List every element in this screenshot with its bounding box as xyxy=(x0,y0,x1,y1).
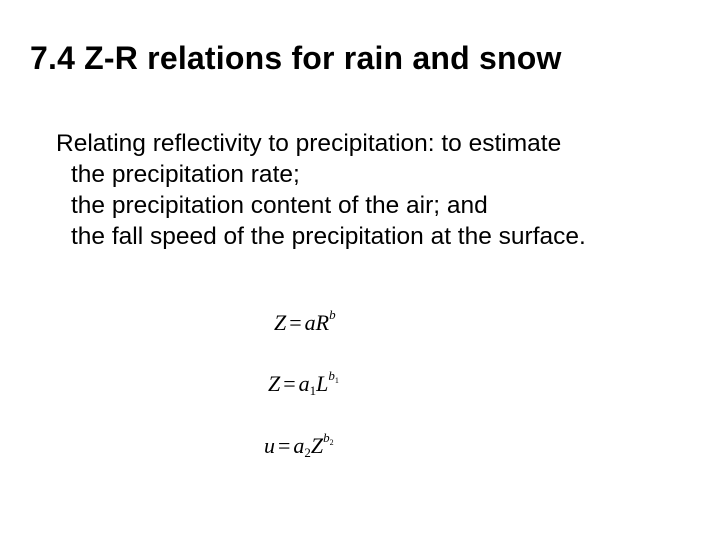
eq-exp: b xyxy=(323,430,330,445)
eq-lhs: u xyxy=(264,433,275,458)
body-item-precip-rate: the precipitation rate; xyxy=(71,161,300,188)
eq-var: L xyxy=(316,371,329,396)
eq-coef-sub: 2 xyxy=(304,445,311,460)
eq-coef-sub: 1 xyxy=(309,383,317,398)
eq-var: Z xyxy=(310,433,324,458)
eq-equals: = xyxy=(278,433,291,458)
body-intro: Relating reflectivity to precipitation: to estimate xyxy=(56,130,562,157)
equation-u-z xyxy=(264,430,334,460)
eq-exp-sub: 2 xyxy=(329,438,334,447)
eq-exp-sub: 1 xyxy=(334,376,339,385)
eq-coef: a xyxy=(293,433,305,458)
eq-equals: = xyxy=(283,371,296,396)
eq-lhs: Z xyxy=(274,310,287,335)
body-item-fall-speed: the fall speed of the precipitation at the surface. xyxy=(71,223,586,250)
eq-exp: b xyxy=(329,307,336,322)
equation-z-l xyxy=(268,368,339,398)
eq-exp: b xyxy=(328,368,335,383)
eq-coef: a xyxy=(304,310,316,335)
body-item-precip-content: the precipitation content of the air; and xyxy=(71,192,488,219)
equation-z-r xyxy=(274,307,336,335)
eq-var: R xyxy=(315,310,330,335)
eq-lhs: Z xyxy=(268,371,281,396)
body-text xyxy=(56,128,586,252)
eq-coef: a xyxy=(298,371,310,396)
slide-title: 7.4 Z-R relations for rain and snow xyxy=(30,40,562,76)
eq-equals: = xyxy=(289,310,302,335)
